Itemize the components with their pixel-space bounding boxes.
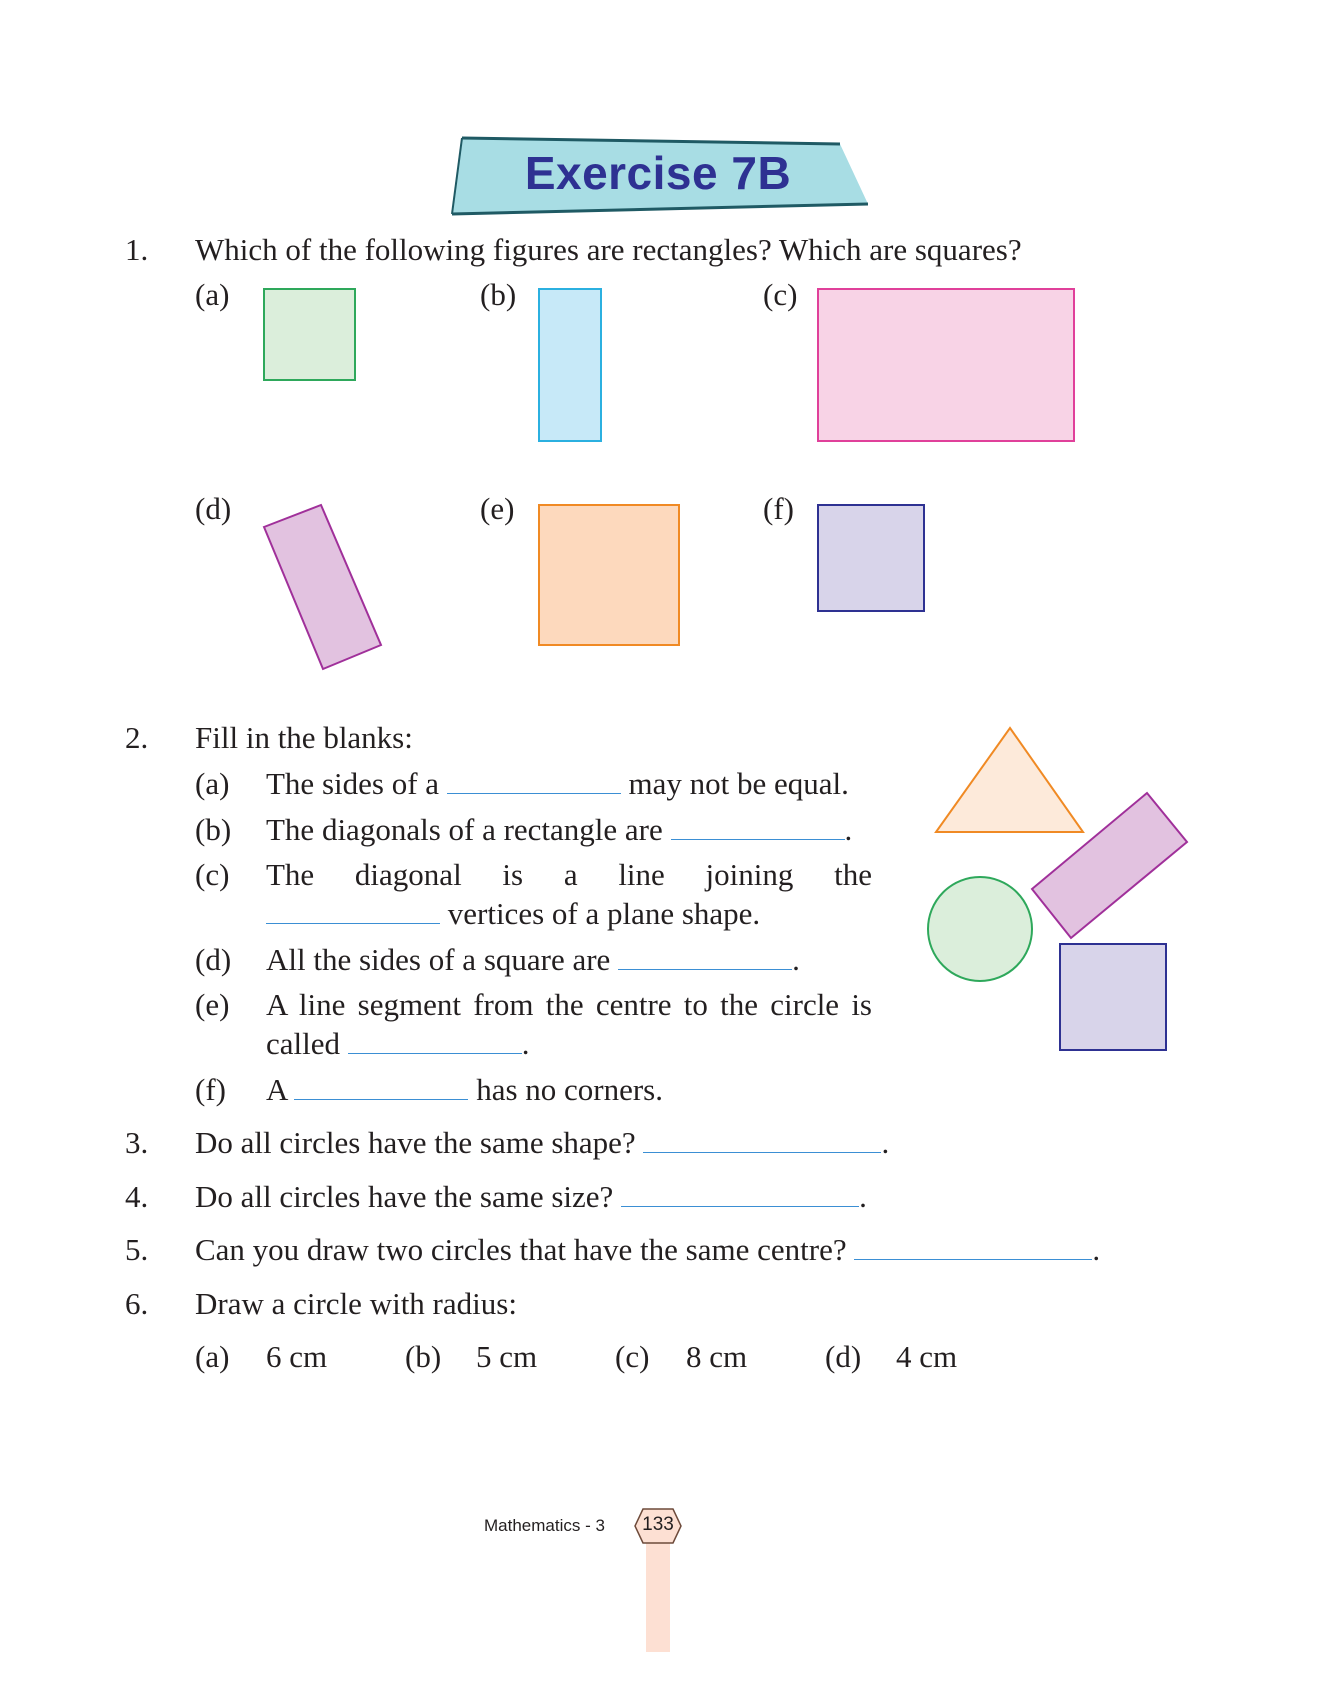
q2e-line1: A line segment from the centre to the circle is — [266, 987, 872, 1022]
q5-line — [195, 1233, 1100, 1267]
q6-number: 6. — [125, 1286, 149, 1321]
q5-blank[interactable] — [854, 1235, 1092, 1260]
q2c-line1: The diagonal is a line joining the — [266, 857, 872, 892]
q6-option-d-value: 4 cm — [896, 1339, 958, 1374]
figure-b-rectangle — [539, 289, 601, 441]
q1-label-d: (d) — [195, 491, 232, 526]
q2-text: Fill in the blanks: — [195, 720, 413, 755]
q2b-post: . — [844, 812, 853, 847]
q4-line — [195, 1180, 867, 1214]
q2a-post: may not be equal. — [628, 766, 849, 801]
footer-page-tab — [646, 1540, 670, 1652]
q3-text: Do all circles have the same shape? — [195, 1125, 636, 1160]
q2b-blank[interactable] — [671, 815, 845, 840]
q2e-pre: called — [266, 1026, 341, 1061]
q2-number: 2. — [125, 720, 149, 755]
q1-label-b: (b) — [480, 277, 517, 312]
q6-text: Draw a circle with radius: — [195, 1286, 517, 1321]
q2c-label: (c) — [195, 857, 230, 892]
q1-text: Which of the following figures are rectangles? Which are squares? — [195, 232, 1022, 267]
figure-e-square — [539, 505, 679, 645]
figure-f-square — [818, 505, 924, 611]
q1-figures — [0, 0, 1332, 700]
q1-label-c: (c) — [763, 277, 798, 312]
q2b-label: (b) — [195, 812, 232, 847]
q2d-label: (d) — [195, 942, 232, 977]
q2f-post: has no corners. — [476, 1072, 663, 1107]
q4-text: Do all circles have the same size? — [195, 1179, 614, 1214]
q6-option-a-value: 6 cm — [266, 1339, 328, 1374]
q2a-line — [266, 767, 849, 801]
q6-option-c-value: 8 cm — [686, 1339, 748, 1374]
q2f-label: (f) — [195, 1072, 226, 1107]
figure-d-tilted-rectangle — [264, 505, 381, 669]
q2a-pre: The sides of a — [266, 766, 440, 801]
page-title: Exercise 7B — [524, 147, 792, 199]
q2f-line — [266, 1073, 663, 1107]
q2a-label: (a) — [195, 766, 230, 801]
q4-number: 4. — [125, 1179, 149, 1214]
q6-option-c-label: (c) — [615, 1339, 650, 1374]
q5-post: . — [1092, 1232, 1101, 1267]
q2f-blank[interactable] — [294, 1075, 468, 1100]
q2e-label: (e) — [195, 987, 230, 1022]
q1-number: 1. — [125, 232, 149, 267]
q2d-blank[interactable] — [618, 945, 792, 970]
figure-c-rectangle — [818, 289, 1074, 441]
q2c-line2 — [266, 897, 760, 931]
q2d-pre: All the sides of a square are — [266, 942, 611, 977]
q3-line — [195, 1126, 889, 1160]
q5-number: 5. — [125, 1232, 149, 1267]
q2e-line2 — [266, 1027, 530, 1061]
q4-blank[interactable] — [621, 1182, 859, 1207]
page-number: 133 — [642, 1514, 674, 1535]
q2e-post: . — [521, 1026, 530, 1061]
q1-label-f: (f) — [763, 491, 794, 526]
footer-book-title: Mathematics - 3 — [484, 1516, 605, 1535]
q2c-post: vertices of a plane shape. — [447, 896, 761, 931]
q3-post: . — [881, 1125, 890, 1160]
triangle-shape — [936, 728, 1083, 832]
q2e-blank[interactable] — [348, 1029, 522, 1054]
q6-option-d-label: (d) — [825, 1339, 862, 1374]
q3-number: 3. — [125, 1125, 149, 1160]
q5-text: Can you draw two circles that have the same centre? — [195, 1232, 847, 1267]
q2-shapes-illustration — [920, 720, 1200, 1060]
q4-post: . — [859, 1179, 867, 1214]
q2c-blank[interactable] — [266, 899, 440, 924]
q6-option-a-label: (a) — [195, 1339, 230, 1374]
q2a-blank[interactable] — [447, 769, 621, 794]
q3-blank[interactable] — [643, 1128, 881, 1153]
q6-option-b-value: 5 cm — [476, 1339, 538, 1374]
q1-label-e: (e) — [480, 491, 515, 526]
q6-option-b-label: (b) — [405, 1339, 442, 1374]
square-shape — [1060, 944, 1166, 1050]
q2b-line — [266, 813, 852, 847]
q1-label-a: (a) — [195, 277, 230, 312]
figure-a-square — [264, 289, 355, 380]
q2b-pre: The diagonals of a rectangle are — [266, 812, 663, 847]
q2d-line — [266, 943, 800, 977]
q2d-post: . — [792, 942, 800, 977]
q2f-pre: A — [266, 1072, 287, 1107]
circle-shape — [928, 877, 1032, 981]
